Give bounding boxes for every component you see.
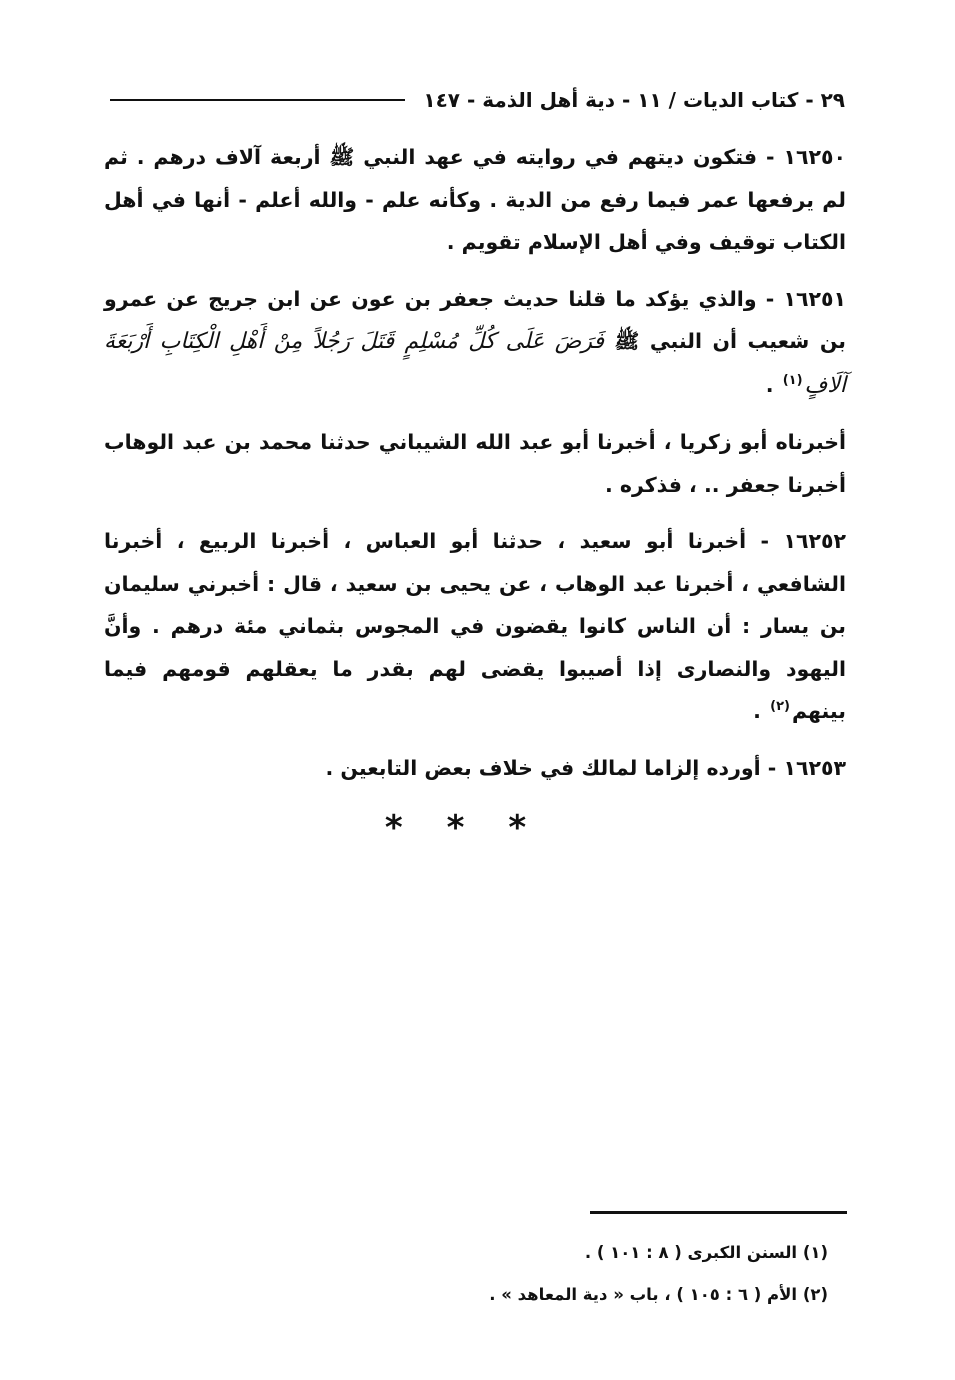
paragraph-text: أخبرناه أبو زكريا ، أخبرنا أبو عبد الله الشيباني حدثنا محمد بن عبد الوهاب أخبرنا جعفر .. ، فذكره . (104, 430, 846, 497)
paragraph-end: . (753, 699, 769, 723)
paragraph-isnad (104, 421, 846, 506)
separator-star: * (508, 808, 571, 848)
paragraph-16252 (104, 520, 846, 733)
paragraph-text: - فتكون ديتهم في روايته في عهد النبي ﷺ أربعة آلاف درهم . ثم لم يرفعها عمر فيما رفع من الدية . وكأنه علم - والله أعلم - أنها في أهل الكتاب توقيف وفي أهل الإسلام تقويم . (104, 145, 846, 254)
separator-star: * (384, 808, 447, 848)
paragraph-text: - والذي يؤكد ما قلنا حديث جعفر بن عون عن ابن جريج عن عمرو بن شعيب أن النبي ﷺ (104, 286, 846, 353)
header-title: ٢٩ - كتاب الديات / ١١ - دية أهل الذمة - ١٤٧ (423, 88, 845, 112)
hadith-number: ١٦٢٥٣ (783, 755, 846, 780)
hadith-number: ١٦٢٥٢ (783, 529, 846, 553)
header-rule (110, 99, 405, 101)
paragraph-16253 (104, 747, 846, 790)
hadith-number: ١٦٢٥١ (783, 286, 846, 311)
footnotes (300, 1232, 828, 1316)
separator-star: * (446, 808, 509, 848)
footnote-rule (590, 1211, 847, 1214)
paragraph-16251 (104, 278, 846, 408)
paragraph-16250 (104, 136, 846, 264)
paragraph-end: . (765, 372, 781, 397)
section-separator (0, 808, 955, 848)
paragraph-text: - أورده إلزاما لمالك في خلاف بعض التابعين . (325, 755, 784, 780)
paragraph-text: - أخبرنا أبو سعيد ، حدثنا أبو العباس ، أخبرنا الربيع ، أخبرنا الشافعي ، أخبرنا عبد الوهاب ، عن يحيى بن سعيد ، قال : أخبرني سليمان بن يسار : أن الناس كانوا يقضون في المجوس بثماني مئة درهم . وأنَّ اليهود والنصارى إذا أصيبوا يقضى لهم بقدر ما يعقلهم قومهم فيما بينهم (104, 529, 846, 723)
hadith-number: ١٦٢٥٠ (783, 145, 846, 169)
footnote-2: (٢) الأم ( ٦ : ١٠٥ ) ، باب « دية المعاهد » . (489, 1285, 828, 1304)
footnote-1: (١) السنن الكبرى ( ٨ : ١٠١ ) . (584, 1243, 828, 1262)
hadith-quote: فَرَضَ عَلَى كُلِّ مُسْلِمٍ قَتَلَ رَجُلاً مِنْ أَهْلِ الْكِتَابِ أَرْبَعَةَ آلَافٍ (104, 329, 846, 398)
main-text (104, 136, 846, 803)
footnote-ref-2[interactable]: (٢) (770, 699, 790, 715)
footnote-ref-1[interactable]: (١) (782, 372, 803, 388)
running-header (110, 82, 845, 118)
